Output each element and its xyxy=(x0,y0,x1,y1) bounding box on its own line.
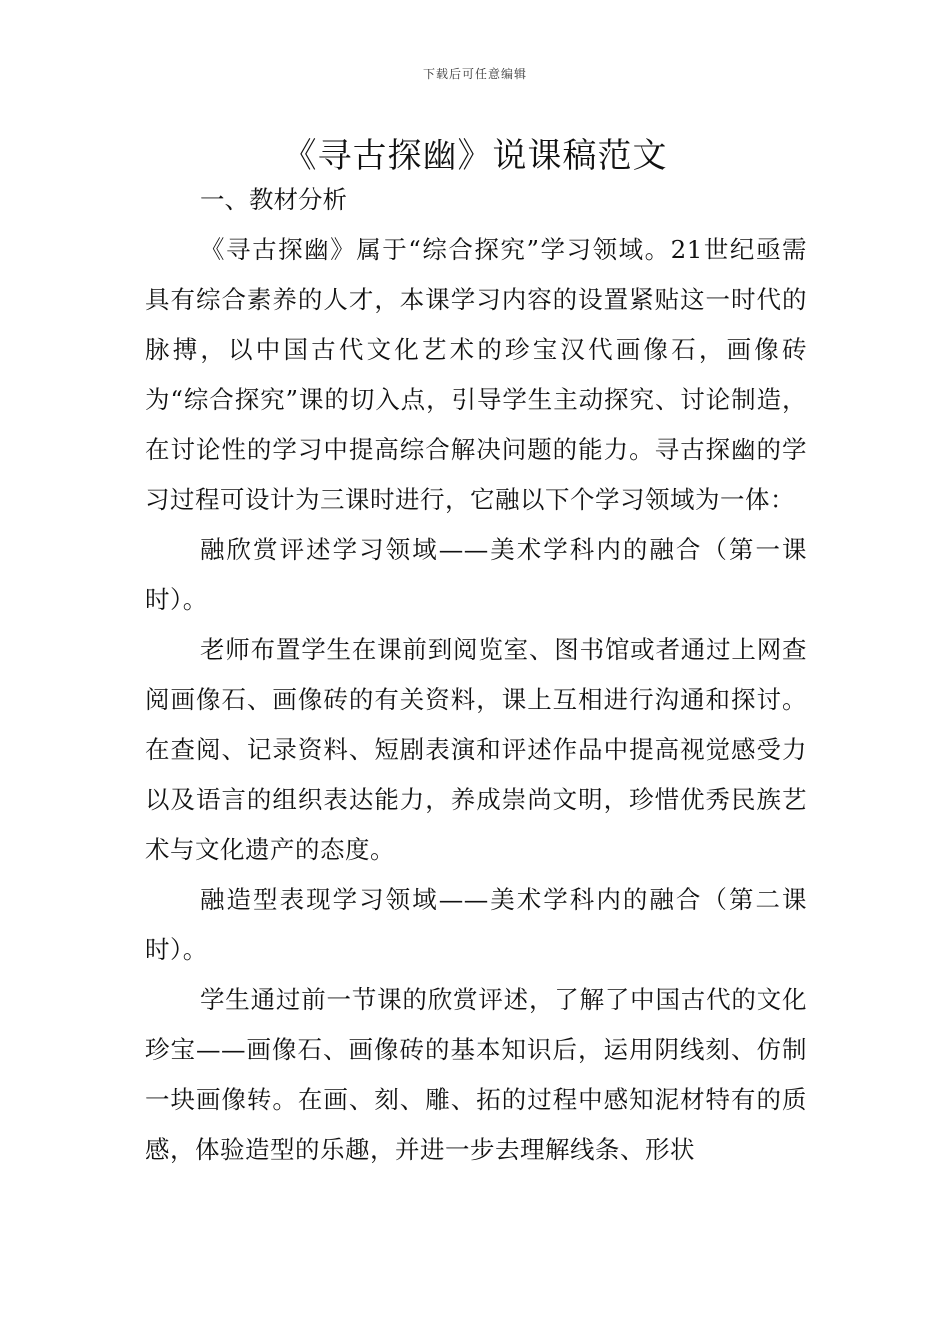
paragraph: 融欣赏评述学习领域——美术学科内的融合（第一课时）。 xyxy=(145,535,807,614)
header-note: 下载后可任意编辑 xyxy=(422,67,527,81)
paragraph: 融造型表现学习领域——美术学科内的融合（第二课时）。 xyxy=(145,885,807,964)
section-heading: 一、教材分析 xyxy=(200,185,347,214)
document-body xyxy=(145,175,807,1175)
paragraph: 老师布置学生在课前到阅览室、图书馆或者通过上网查阅画像石、画像砖的有关资料，课上互相进行沟通和探讨。在查阅、记录资料、短剧表演和评述作品中提高视觉感受力以及语言的组织表达能力，养成崇尚文明，珍惜优秀民族艺术与文化遗产的态度。 xyxy=(145,635,807,864)
document-title: 《寻古探幽》说课稿范文 xyxy=(282,136,668,176)
paragraph: 学生通过前一节课的欣赏评述，了解了中国古代的文化珍宝——画像石、画像砖的基本知识后，运用阴线刻、仿制一块画像转。在画、刻、雕、拓的过程中感知泥材特有的质感，体验造型的乐趣，并进一步去理解线条、形状 xyxy=(145,985,807,1164)
paragraph: 《寻古探幽》属于“综合探究”学习领域。21世纪亟需具有综合素养的人才，本课学习内容的设置紧贴这一时代的脉搏，以中国古代文化艺术的珍宝汉代画像石，画像砖为“综合探究”课的切入点，引导学生主动探究、讨论制造，在讨论性的学习中提高综合解决问题的能力。寻古探幽的学习过程可设计为三课时进行，它融以下个学习领域为一体： xyxy=(145,235,807,514)
